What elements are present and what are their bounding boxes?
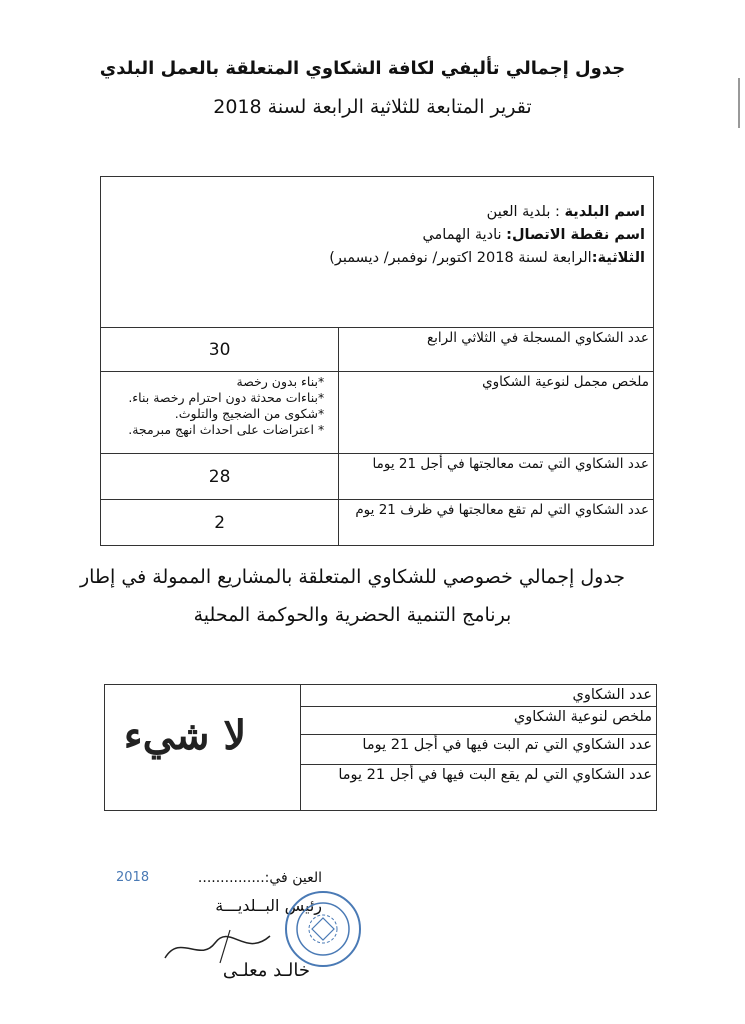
quarterly-complaints-table [100, 176, 654, 546]
president-title: رئيس البــلديـــة [215, 896, 322, 915]
processed-in-time-value: 28 [101, 454, 339, 500]
summary-item: *بناء بدون رخصة [236, 374, 325, 389]
not-processed-label: عدد الشكاوي التي لم تقع معالجتها في ظرف 21 يوم [339, 500, 654, 546]
summary-item: * اعتراضات على احداث انهج مبرمجة. [128, 422, 325, 437]
date-stamp-text: 2018 [116, 870, 150, 885]
main-title: جدول إجمالي تأليفي لكافة الشكاوي المتعلقة بالعمل البلدي [99, 58, 626, 79]
registered-complaints-label: عدد الشكاوي المسجلة في الثلاثي الرابع [339, 328, 654, 372]
section2-subtitle: برنامج التنمية الحضرية والحوكمة المحلية [193, 604, 512, 626]
municipality-label: اسم البلدية [564, 204, 645, 220]
project-settled-label: عدد الشكاوي التي تم البت فيها في أجل 21 يوما [301, 735, 657, 765]
project-not-settled-label: عدد الشكاوي التي لم يقع البت فيها في أجل 21 يوما [301, 765, 657, 811]
complaints-summary-label: ملخص مجمل لنوعية الشكاوي [339, 372, 654, 454]
contact-label: اسم نقطة الاتصال: [506, 227, 645, 243]
quarter-value: الرابعة لسنة 2018 اكتوبر/ نوفمبر/ ديسمبر) [329, 250, 592, 266]
handwritten-nothing-note: لا شيء [123, 712, 247, 759]
quarter-line [109, 247, 645, 270]
not-processed-value: 2 [101, 500, 339, 546]
summary-item: *شكوى من الضجيج والتلوث. [174, 406, 325, 421]
summary-item: *بناءات محدثة دون احترام رخصة بناء. [128, 390, 325, 405]
report-subtitle: تقرير المتابعة للثلاثية الرابعة لسنة 2018 [213, 96, 532, 118]
quarter-label: الثلاثية: [591, 250, 645, 266]
section2-title: جدول إجمالي خصوصي للشكاوي المتعلقة بالمشاريع الممولة في إطار [79, 566, 626, 588]
project-complaints-count-label: عدد الشكاوي [301, 685, 657, 707]
complaints-summary-list [101, 372, 339, 454]
municipality-info-cell [101, 177, 654, 328]
project-complaints-summary-label: ملخص لنوعية الشكاوي [301, 707, 657, 735]
official-stamp-icon [282, 888, 364, 970]
place-date-line: العين في:............... [197, 870, 322, 886]
president-name: خالـد معلـى [222, 960, 310, 981]
processed-in-time-label: عدد الشكاوي التي تمت معالجتها في أجل 21 يوما [339, 454, 654, 500]
municipality-value: : بلدية العين [486, 204, 565, 220]
registered-complaints-value: 30 [101, 328, 339, 372]
municipality-line [109, 201, 645, 224]
contact-line [109, 224, 645, 247]
contact-value: نادية الهمامي [422, 227, 507, 243]
